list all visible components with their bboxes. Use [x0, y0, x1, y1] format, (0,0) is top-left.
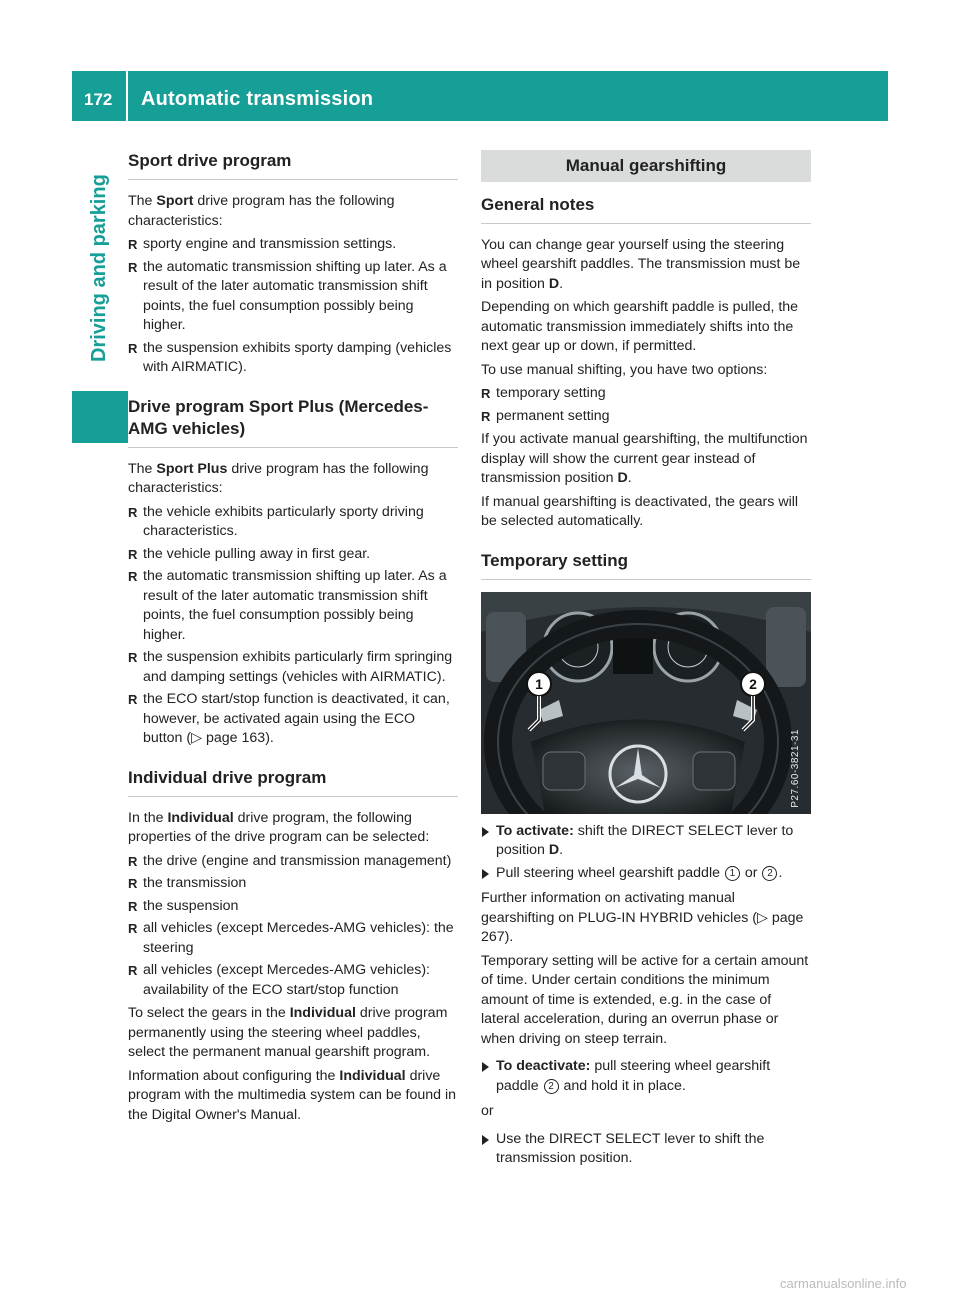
page-reference-link[interactable]: page 163	[206, 730, 266, 746]
sport-list	[128, 235, 458, 378]
right-column	[481, 150, 811, 1175]
sportplus-intro: The Sport Plus drive program has the following characteristics:	[128, 460, 429, 496]
list-item: R all vehicles (except Mercedes-AMG vehicles): availability of the ECO start/stop function	[128, 961, 458, 1000]
individual-heading: Individual drive program	[128, 767, 458, 797]
page-number: 172	[84, 90, 113, 109]
activate-steps	[481, 822, 811, 884]
callout-1-icon: 1	[725, 866, 740, 881]
individual-para-2: To select the gears in the Individual drive program permanently using the steering wheel paddles, select the permanent manual gearshift program.	[128, 1005, 448, 1060]
list-item: R sporty engine and transmission settings.	[128, 235, 458, 255]
step-item: To activate: shift the DIRECT SELECT lever to position D.	[481, 822, 811, 861]
temporary-para-1: Further information on activating manual gearshifting on PLUG-IN HYBRID vehicles (▷ page 267).	[481, 890, 804, 945]
list-item: R the suspension exhibits sporty damping (vehicles with AIRMATIC).	[128, 339, 458, 378]
list-item: R the automatic transmission shifting up later. As a result of the later automatic transmission shift points, the fuel consumption possibly being higher.	[128, 567, 458, 645]
step-item: To deactivate: pull steering wheel gearshift paddle 2 and hold it in place.	[481, 1057, 811, 1096]
sport-intro: The Sport drive program has the following characteristics:	[128, 193, 395, 229]
callout-2-icon: 2	[544, 1079, 559, 1094]
side-tab-label: Driving and parking	[88, 174, 110, 362]
individual-intro: In the Individual drive program, the following properties of the drive program can be selected:	[128, 809, 430, 845]
page-ref-arrow-icon: ▷	[756, 909, 768, 926]
temporary-para-2: Temporary setting will be active for a certain amount of time. Under certain conditions the minimum amount of time is extended, e.g. in the case of lateral acceleration, during an overrun phase or when driving on steep terrain.	[481, 952, 809, 1047]
general-para-5: If manual gearshifting is deactivated, the gears will be selected automatically.	[481, 493, 799, 529]
steering-wheel-illustration	[481, 592, 811, 814]
sportplus-heading: Drive program Sport Plus (Mercedes-AMG vehicles)	[128, 396, 458, 448]
general-para-4: If you activate manual gearshifting, the multifunction display will show the current gear instead of transmission position D.	[481, 431, 808, 486]
list-item: R the automatic transmission shifting up later. As a result of the later automatic transmission shift points, the fuel consumption possibly being higher.	[128, 258, 458, 336]
sport-heading: Sport drive program	[128, 150, 458, 180]
deactivate-steps	[481, 1057, 811, 1096]
or-text: or	[481, 1103, 494, 1119]
alt-steps	[481, 1130, 811, 1169]
side-tab-marker	[72, 391, 128, 443]
figure-code: P27.60-3821-31	[789, 728, 801, 808]
temporary-setting-heading: Temporary setting	[481, 550, 811, 580]
list-item: R permanent setting	[481, 407, 811, 427]
list-item: R the suspension exhibits particularly firm springing and damping settings (vehicles with AIRMATIC).	[128, 648, 458, 687]
individual-list	[128, 852, 458, 1001]
page-ref-arrow-icon: ▷	[191, 730, 203, 746]
page-reference-link[interactable]: page 267	[481, 909, 804, 945]
options-list	[481, 384, 811, 426]
manual-gearshifting-heading: Manual gearshifting	[481, 150, 811, 182]
list-item: R the vehicle exhibits particularly sporty driving characteristics.	[128, 503, 458, 542]
general-para-3: To use manual shifting, you have two options:	[481, 361, 768, 378]
general-para-2: Depending on which gearshift paddle is pulled, the automatic transmission immediately shifts into the next gear up or down, if permitted.	[481, 299, 799, 354]
list-item: R temporary setting	[481, 384, 811, 404]
header-divider	[126, 71, 128, 121]
list-item: R the transmission	[128, 874, 458, 894]
left-column	[128, 150, 458, 1129]
list-item: R all vehicles (except Mercedes-AMG vehicles): the steering	[128, 919, 458, 958]
list-item: R the suspension	[128, 897, 458, 917]
steering-wheel-figure	[481, 592, 811, 814]
callout-2: 2	[749, 675, 757, 692]
step-item: Use the DIRECT SELECT lever to shift the transmission position.	[481, 1130, 811, 1169]
step-item: Pull steering wheel gearshift paddle 1 or 2 .	[481, 864, 811, 884]
watermark: carmanualsonline.info	[780, 1276, 907, 1291]
individual-para-3: Information about configuring the Individual drive program with the multimedia system can be found in the Digital Owner's Manual.	[128, 1067, 457, 1123]
list-item: R the ECO start/stop function is deactivated, it can, however, be activated again using the ECO button (▷ page 163).	[128, 690, 458, 749]
sportplus-list	[128, 503, 458, 749]
page-header	[72, 71, 888, 121]
general-para-1: You can change gear yourself using the steering wheel gearshift paddles. The transmission must be in position D.	[481, 236, 801, 292]
list-item: R the vehicle pulling away in first gear.	[128, 545, 458, 565]
general-notes-heading: General notes	[481, 194, 811, 224]
callout-1: 1	[535, 675, 543, 692]
chapter-title: Automatic transmission	[141, 88, 374, 110]
list-item: R the drive (engine and transmission management)	[128, 852, 458, 872]
callout-2-icon: 2	[762, 866, 777, 881]
